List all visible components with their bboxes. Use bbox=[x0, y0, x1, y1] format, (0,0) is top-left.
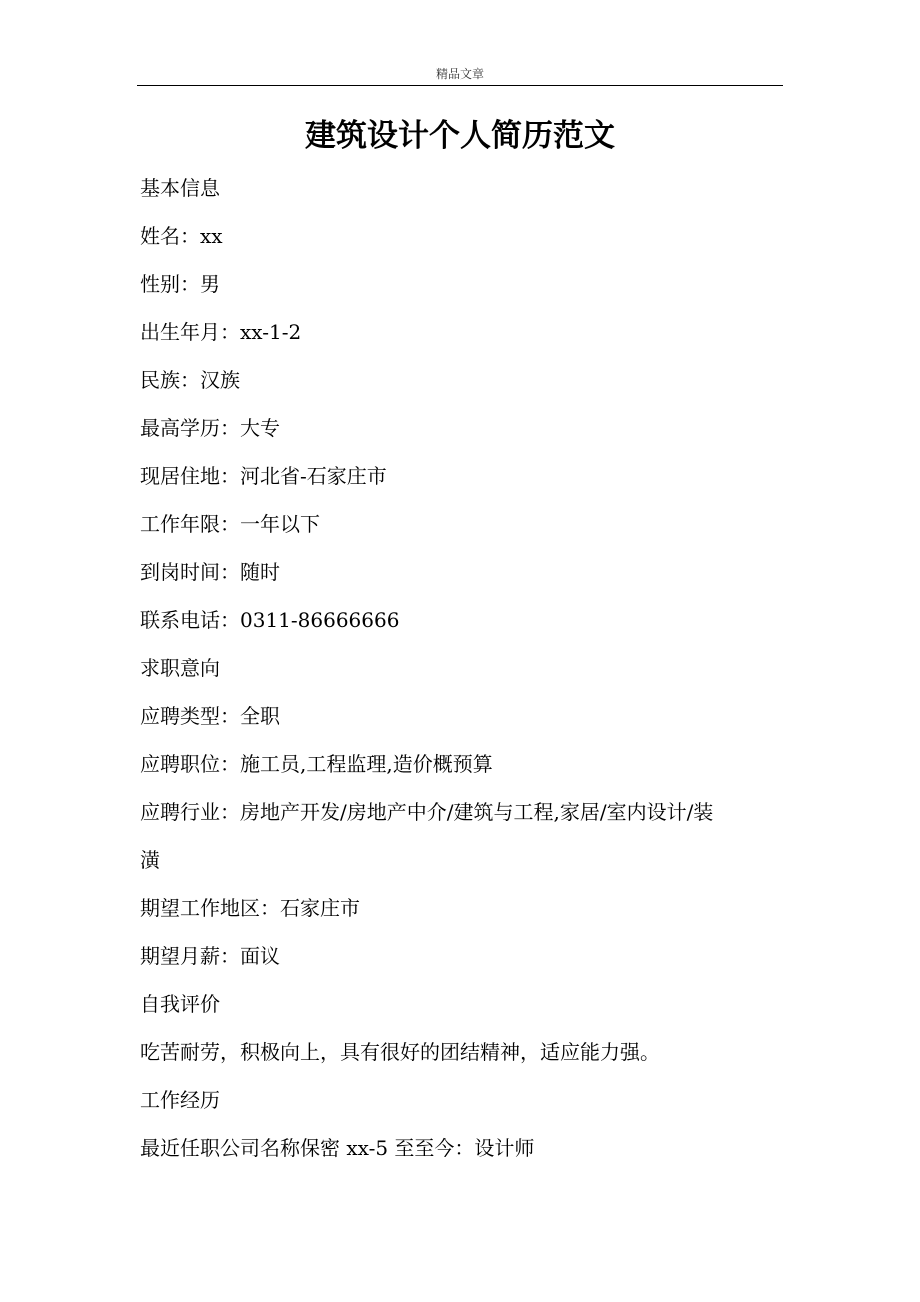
field-birth-date: 出生年月：xx-1-2 bbox=[140, 320, 302, 344]
section-heading-self-evaluation: 自我评价 bbox=[140, 992, 220, 1016]
section-heading-basic-info: 基本信息 bbox=[140, 176, 220, 200]
document-body bbox=[140, 164, 785, 1172]
field-gender: 性别：男 bbox=[140, 272, 220, 296]
field-work-years: 工作年限：一年以下 bbox=[140, 512, 320, 536]
self-evaluation-text: 吃苦耐劳，积极向上，具有很好的团结精神，适应能力强。 bbox=[140, 1040, 660, 1064]
work-experience-entry: 最近任职公司名称保密 xx-5 至至今：设计师 bbox=[140, 1136, 535, 1160]
field-job-position: 应聘职位：施工员,工程监理,造价概预算 bbox=[140, 752, 493, 776]
field-industry: 应聘行业：房地产开发/房地产中介/建筑与工程,家居/室内设计/装 bbox=[140, 800, 714, 824]
field-ethnicity: 民族：汉族 bbox=[140, 368, 240, 392]
document-title: 建筑设计个人简历范文 bbox=[305, 118, 615, 154]
header-divider bbox=[137, 85, 783, 86]
field-name: 姓名：xx bbox=[140, 224, 223, 248]
field-phone: 联系电话：0311-86666666 bbox=[140, 608, 400, 632]
field-residence: 现居住地：河北省-石家庄市 bbox=[140, 464, 387, 488]
field-job-type: 应聘类型：全职 bbox=[140, 704, 280, 728]
page-header-label: 精品文章 bbox=[435, 67, 484, 81]
field-salary: 期望月薪：面议 bbox=[140, 944, 280, 968]
section-heading-work-experience: 工作经历 bbox=[140, 1088, 220, 1112]
field-work-region: 期望工作地区：石家庄市 bbox=[140, 896, 360, 920]
section-heading-job-intention: 求职意向 bbox=[140, 656, 220, 680]
field-availability: 到岗时间：随时 bbox=[140, 560, 280, 584]
field-education: 最高学历：大专 bbox=[140, 416, 280, 440]
field-industry-continued: 潢 bbox=[140, 848, 160, 872]
